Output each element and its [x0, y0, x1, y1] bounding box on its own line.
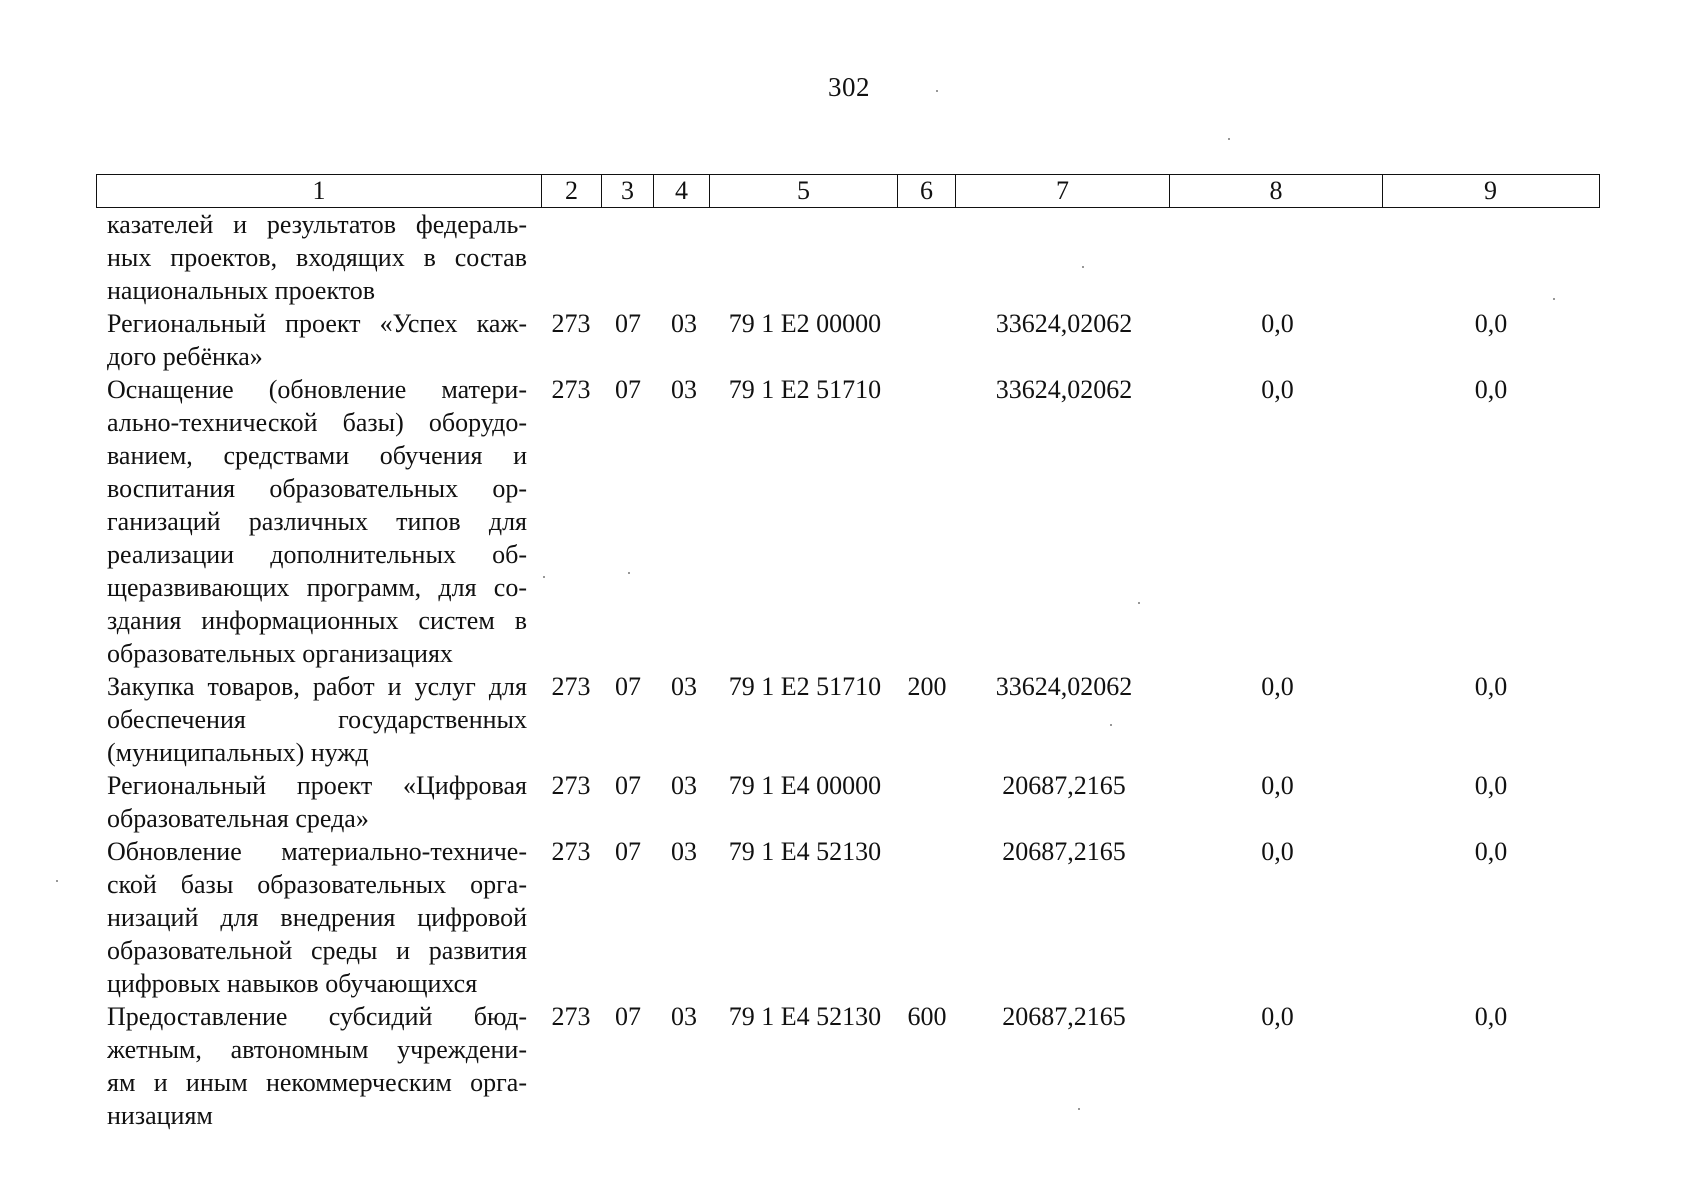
cell-col-8: 0,0: [1261, 672, 1294, 701]
description-line: цифровых навыков обучающихся: [107, 969, 478, 998]
description-line: Региональный проект «Цифровая: [107, 771, 527, 800]
cell-col-2: 273: [551, 771, 591, 800]
cell-col-3: 07: [615, 771, 641, 800]
row-description: [107, 373, 527, 670]
description-line: Предоставление субсидий бюд-: [107, 1002, 527, 1031]
cell-col-9: 0,0: [1474, 771, 1508, 800]
cell-col-2: 273: [551, 837, 591, 866]
cell-col-4: 03: [671, 309, 697, 338]
scan-speck: [56, 880, 58, 882]
cell-col-4: 03: [671, 672, 697, 701]
header-col-2: 2: [542, 175, 602, 207]
scan-speck: [936, 90, 938, 92]
cell-col-7: 20687,2165: [1002, 771, 1126, 800]
cell-col-9: 0,0: [1474, 837, 1508, 866]
cell-col-3: 07: [615, 1002, 641, 1031]
cell-col-9: 0,0: [1474, 1002, 1508, 1031]
scan-speck: [543, 576, 545, 578]
table-header-row: [96, 174, 1600, 208]
cell-col-2: 273: [551, 375, 591, 404]
description-line: ганизаций различных типов для: [107, 507, 527, 536]
row-description: [107, 1000, 527, 1132]
description-line: щеразвивающих программ, для со-: [107, 573, 527, 602]
description-line: ально-технической базы) оборудо-: [107, 408, 527, 437]
cell-col-2: 273: [551, 672, 591, 701]
scan-speck: [1082, 266, 1084, 268]
table-row: [0, 208, 1698, 307]
header-col-1: 1: [97, 175, 542, 207]
cell-col-6: 200: [907, 672, 947, 701]
description-line: обеспечения государственных: [107, 705, 527, 734]
cell-col-8: 0,0: [1261, 309, 1294, 338]
description-line: здания информационных систем в: [107, 606, 527, 635]
description-line: низаций для внедрения цифровой: [107, 903, 527, 932]
scan-speck: [1138, 602, 1140, 604]
cell-col-5: 79 1 E4 00000: [728, 771, 882, 800]
description-line: ям и иным некоммерческим орга-: [107, 1068, 527, 1097]
cell-col-8: 0,0: [1261, 837, 1294, 866]
cell-col-3: 07: [615, 375, 641, 404]
table-row: [0, 373, 1698, 670]
row-description: [107, 208, 527, 307]
cell-col-7: 20687,2165: [1002, 1002, 1126, 1031]
scan-speck: [628, 572, 630, 574]
cell-col-6: 600: [907, 1002, 947, 1031]
description-line: низациям: [107, 1101, 213, 1130]
cell-col-2: 273: [551, 309, 591, 338]
cell-col-5: 79 1 E2 51710: [728, 672, 882, 701]
description-line: ванием, средствами обучения и: [107, 441, 527, 470]
description-line: ных проектов, входящих в состав: [107, 243, 527, 272]
description-line: национальных проектов: [107, 276, 376, 305]
table-row: [0, 307, 1698, 373]
description-line: жетным, автономным учреждени-: [107, 1035, 527, 1064]
description-line: реализации дополнительных об-: [107, 540, 527, 569]
description-line: казателей и результатов федераль-: [107, 210, 527, 239]
cell-col-2: 273: [551, 1002, 591, 1031]
cell-col-3: 07: [615, 309, 641, 338]
cell-col-7: 20687,2165: [1002, 837, 1126, 866]
header-col-4: 4: [654, 175, 710, 207]
header-col-7: 7: [956, 175, 1170, 207]
description-line: образовательная среда»: [107, 804, 369, 833]
cell-col-4: 03: [671, 837, 697, 866]
cell-col-5: 79 1 E2 00000: [728, 309, 882, 338]
description-line: Закупка товаров, работ и услуг для: [107, 672, 527, 701]
table-row: [0, 769, 1698, 835]
scan-speck: [1228, 138, 1230, 140]
cell-col-8: 0,0: [1261, 1002, 1294, 1031]
header-col-5: 5: [710, 175, 898, 207]
table-row: [0, 835, 1698, 1000]
table-body: [0, 208, 1698, 1132]
cell-col-7: 33624,02062: [995, 672, 1133, 701]
cell-col-9: 0,0: [1474, 375, 1508, 404]
cell-col-7: 33624,02062: [995, 309, 1133, 338]
scan-speck: [1553, 298, 1555, 300]
cell-col-4: 03: [671, 375, 697, 404]
cell-col-4: 03: [671, 1002, 697, 1031]
description-line: (муниципальных) нужд: [107, 738, 369, 767]
description-line: образовательной среды и развития: [107, 936, 527, 965]
header-col-9: 9: [1484, 176, 1497, 205]
cell-col-7: 33624,02062: [995, 375, 1133, 404]
row-description: [107, 769, 527, 835]
header-col-8: 8: [1170, 175, 1383, 207]
scan-speck: [1078, 1108, 1080, 1110]
header-col-3: 3: [602, 175, 654, 207]
cell-col-9: 0,0: [1474, 309, 1508, 338]
cell-col-5: 79 1 E4 52130: [728, 1002, 882, 1031]
cell-col-4: 03: [671, 771, 697, 800]
description-line: дого ребёнка»: [107, 342, 263, 371]
cell-col-9: 0,0: [1474, 672, 1508, 701]
cell-col-8: 0,0: [1261, 375, 1294, 404]
table-row: [0, 1000, 1698, 1132]
row-description: [107, 307, 527, 373]
cell-col-3: 07: [615, 672, 641, 701]
page-number: 302: [828, 72, 870, 102]
table-row: [0, 670, 1698, 769]
description-line: Оснащение (обновление матери-: [107, 375, 527, 404]
description-line: Обновление материально-техниче-: [107, 837, 527, 866]
row-description: [107, 835, 527, 1000]
description-line: образовательных организациях: [107, 639, 453, 668]
description-line: воспитания образовательных ор-: [107, 474, 527, 503]
cell-col-5: 79 1 E2 51710: [728, 375, 882, 404]
description-line: Региональный проект «Успех каж-: [107, 309, 527, 338]
cell-col-5: 79 1 E4 52130: [728, 837, 882, 866]
cell-col-8: 0,0: [1261, 771, 1294, 800]
cell-col-3: 07: [615, 837, 641, 866]
description-line: ской базы образовательных орга-: [107, 870, 527, 899]
header-col-6: 6: [898, 175, 956, 207]
row-description: [107, 670, 527, 769]
scan-speck: [1110, 724, 1112, 726]
